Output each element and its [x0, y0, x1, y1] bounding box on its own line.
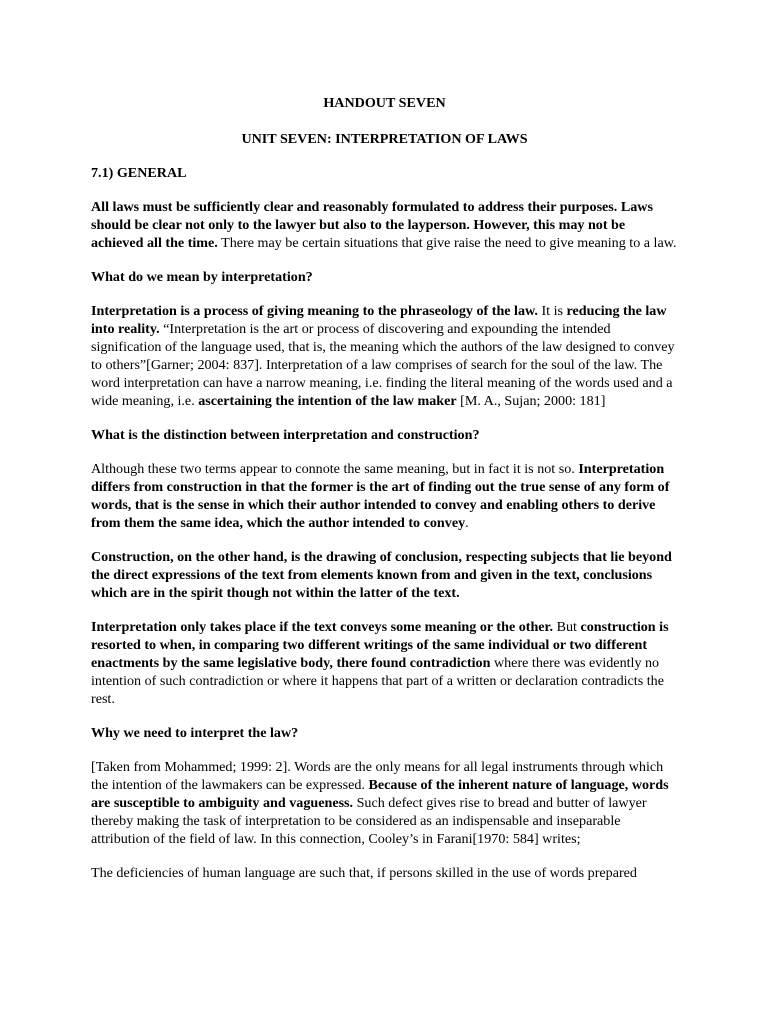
bold-text: Interpretation only takes place if the text conveys some meaning or the other.	[91, 619, 554, 635]
bold-text: Interpretation differs from construction in that the former is the art of finding out the true sense of any form of words, that is the sense in which their author intended to convey and enabling others to derive from them the same idea, which the author intended to convey	[91, 461, 670, 531]
plain-text: The deficiencies of human language are such that, if persons skilled in the use of words prepared	[91, 865, 637, 881]
question-heading-why-interpret: Why we need to interpret the law?	[91, 725, 299, 741]
paragraph-interpretation-only	[91, 618, 678, 708]
bold-text: Interpretation is a process of giving meaning to the phraseology of the law.	[91, 303, 538, 319]
plain-text: where there was evidently no intention of such contradiction or where it happens that part of a written or declaration contradicts the rest.	[91, 655, 664, 707]
plain-text: [Taken from Mohammed; 1999: 2]. Words are the only means for all legal instruments through which the intention of the lawmakers can be expressed.	[91, 759, 664, 793]
plain-text: [M. A., Sujan; 2000: 181]	[456, 393, 606, 409]
paragraph-construction	[91, 548, 678, 602]
bold-text: All laws must be sufficiently clear and reasonably formulated to address their purposes. Laws should be clear not only to the lawyer but also to the layperson. However, this may not be achieved all the time.	[91, 199, 653, 251]
paragraph-why-interpret	[91, 758, 678, 848]
unit-title: UNIT SEVEN: INTERPRETATION OF LAWS	[241, 131, 528, 147]
plain-text: But	[553, 619, 581, 635]
paragraph-interpretation-vs-construction	[91, 460, 678, 532]
document-title: HANDOUT SEVEN	[323, 95, 446, 111]
plain-text: There may be certain situations that give raise the need to give meaning to a law.	[217, 235, 677, 251]
bold-text: Construction, on the other hand, is the drawing of conclusion, respecting subjects that lie beyond the direct expressions of the text from elements known from and given in the text, conclusions which are in the spirit though not within the latter of the text.	[91, 549, 672, 601]
plain-text: Such defect gives rise to bread and butter of lawyer thereby making the task of interpretation to be considered as an indispensable and inseparable attribution of the field of law. In this connection, Cooley’s in Farani[1970: 584] writes;	[91, 795, 647, 847]
plain-text: It is	[537, 303, 567, 319]
plain-text: Although these two terms appear to connote the same meaning, but in fact it is not so.	[91, 461, 579, 477]
bold-text: reducing the law into reality.	[91, 303, 667, 337]
bold-text: construction is resorted to when, in comparing two different writings of the same individual or two different enactments by the same legislative body, there found contradiction	[91, 619, 669, 671]
paragraph-interpretation-definition	[91, 302, 678, 410]
plain-text: “Interpretation is the art or process of discovering and expounding the intended signification of the language used, that is, the meaning which the authors of the law designed to convey to others”[Garner; 2004: 837]. Interpretation of a law comprises of search for the soul of the law. The word interpretation can have a narrow meaning, i.e. finding the literal meaning of the words used and a wide meaning, i.e.	[91, 321, 675, 409]
paragraph-deficiencies	[91, 864, 678, 882]
plain-text: .	[465, 515, 469, 531]
question-heading-distinction: What is the distinction between interpretation and construction?	[91, 427, 480, 443]
paragraph-laws-clear	[91, 198, 678, 252]
question-heading-interpretation: What do we mean by interpretation?	[91, 269, 313, 285]
bold-text: ascertaining the intention of the law maker	[198, 393, 457, 409]
section-heading-general: 7.1) GENERAL	[91, 165, 187, 181]
bold-text: Because of the inherent nature of language, words are susceptible to ambiguity and vagueness.	[91, 777, 669, 811]
